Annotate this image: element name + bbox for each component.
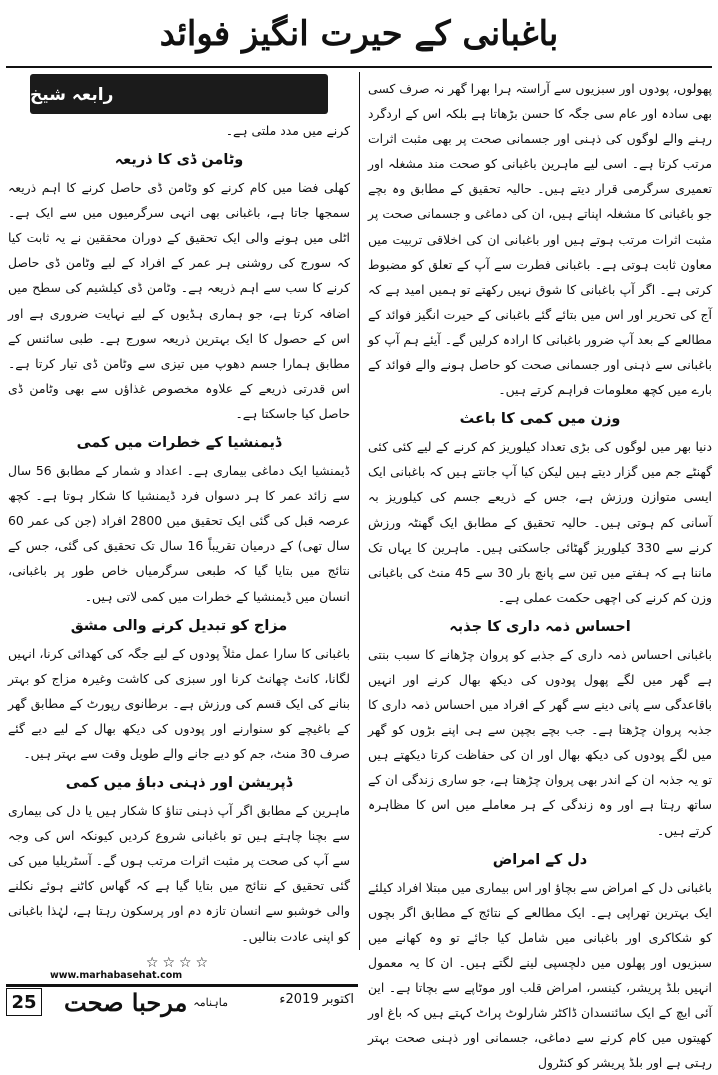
- paragraph-responsibility: باغبانی احساس ذمہ داری کے جذبے کو پروان چڑھانے کا سبب بنتی ہے گھر میں لگے پھول پودوں کی دیکھ بھال کرنے اور انہیں باقاعدگی سے پانی دینے سے گھر کے افراد میں احساس ذمہ داری کا جذبہ پروان چڑھتا ہے۔ جب بچے بچپن سے ہی اپنے بڑوں کو گھر میں لگے پودوں کی دیکھ بھال اور ان کی حفاظت کرتا دیکھتے ہیں تو یہ جذبہ ان کے اندر بھی پروان چڑھتا ہے، جو ساری زندگی ان کے ساتھ رہتا ہے اور وہ زندگی کے ہر معاملے میں اس کا مظاہرہ کرتے ہیں۔: [368, 646, 712, 838]
- column-divider: [359, 72, 360, 950]
- heading-vitamin-d: وٹامن ڈی کا ذریعہ: [114, 152, 244, 169]
- heading-depression: ڈپریشن اور ذہنی دباؤ میں کمی: [65, 775, 293, 792]
- monthly-label: ماہنامہ: [193, 995, 228, 1009]
- paragraph-heart-disease: باغبانی دل کے امراض سے بچاؤ اور اس بیماری میں مبتلا افراد کیلئے ایک بہترین تھراپی ہے۔ ایک مطالعے کے نتائج کے مطابق اگر بچوں کو شکاکری اور باغبانی میں شامل کیا جائے تو وہ کھانے میں سبزیوں اور پھلوں میں دلچسپی لینے لگتے ہیں۔ ان کا یہ معمول انہیں بلڈ پریشر، کینسر، امراض قلب اور موٹاپے سے بچاتا ہے۔ این آئی ایچ کے ایک سائنسدان ڈاکٹر شارلوٹ پراٹ کہتے ہیں کہ باغ اور کھیتوں میں کام کرنے سے دماغی، جسمانی اور ذہنی صحت بہتر رہتی ہے اور بلڈ پریشر کو کنٹرول: [368, 879, 712, 1071]
- intro-paragraph: پھولوں، پودوں اور سبزیوں سے آراستہ ہرا بھرا گھر نہ صرف کسی بھی سادہ اور عام سی جگہ کا حسن بڑھاتا ہے بلکہ اس کے اردگرد رہنے والے لوگوں کی ذہنی اور جسمانی صحت پر بھی مثبت اثرات مرتب کرتا ہے۔ اسی لیے ماہرین باغبانی کو صحت مند مشغلہ اور تعمیری سرگرمی قرار دیتے ہیں۔ حالیہ تحقیق کے مطابق وہ بچے جو باغبانی کا مشغلہ اپناتے ہیں، ان کی دماغی و جسمانی صحت پر مثبت اثرات مرتب ہوتے ہیں اور باغبانی ان کی اخلاقی تربیت میں معاون ثابت ہوتی ہے۔ باغبانی فطرت سے آپ کے تعلق کو مضبوط کرتی ہے۔ اگر آپ باغبانی کا شوق نہیں رکھتے تو ہمیں امید ہے کہ آج کی تحریر اور اس میں بتائے گئے باغبانی کے حیرت انگیز فوائد کے مطالعے کے بعد آپ ضرور باغبانی کا ارادہ کرلیں گے۔ آیئے ہم آپ کو باغبانی سے ذہنی اور جسمانی صحت کو حاصل ہونے والے فوائد کے بارے میں کچھ معلومات فراہم کرتے ہیں۔: [368, 81, 712, 398]
- heading-responsibility: احساس ذمہ داری کا جذبہ: [449, 618, 631, 635]
- heading-dementia: ڈیمنشیا کے خطرات میں کمی: [76, 435, 282, 452]
- end-stars: ☆☆☆☆: [145, 954, 213, 971]
- paragraph-depression: ماہرین کے مطابق اگر آپ ذہنی تناؤ کا شکار ہیں یا دل کی بیماری سے بچنا چاہتے ہیں تو باغبانی شروع کردیں کیونکہ اس کی وجہ سے آپ کی صحت پر مثبت اثرات مرتب ہوں گے۔ آسٹریلیا میں کی گئی تحقیق کے نتائج میں بتایا گیا ہے کہ گھاس کاٹنے ہوئے نکلنے والی خوشبو سے انسان تازہ دم اور پرسکون رہتا ہے، لہٰذا باغبانی کو اپنی عادت بنالیں۔: [8, 803, 350, 944]
- website-url[interactable]: www.marhabasehat.com: [50, 970, 183, 981]
- page-footer: [6, 948, 358, 1020]
- heading-mood: مزاج کو تبدیل کرنے والی مشق: [70, 617, 288, 634]
- heading-heart-disease: دل کے امراض: [492, 851, 588, 868]
- right-column: [368, 76, 712, 1071]
- lead-text: کرنے میں مدد ملتی ہے۔: [225, 123, 350, 138]
- magazine-name: مرحبا صحت: [64, 987, 188, 1017]
- author-banner: رابعہ شیخ: [30, 74, 328, 114]
- page-number: 25: [6, 988, 42, 1016]
- issue-date: اکتوبر 2019ء: [279, 992, 354, 1007]
- paragraph-dementia: ڈیمنشیا ایک دماغی بیماری ہے۔ اعداد و شمار کے مطابق 56 سال سے زائد عمر کا ہر دسواں فرد ڈیمنشیا کا شکار ہوتا ہے۔ کچھ عرصہ قبل کی گئی ایک تحقیق میں 2800 افراد (جن کی عمر 60 سال تھی) کے درمیان تقریباً 16 سال تک تحقیق کی گئی، جس کے نتائج میں بتایا گیا کہ طبعی سرگرمیاں خاص طور پر باغبانی، انسان میں ڈیمنشیا کے خطرات میں کمی لاتی ہیں۔: [8, 463, 351, 604]
- article-title: باغبانی کے حیرت انگیز فوائد: [159, 13, 559, 54]
- title-rule: [6, 66, 712, 68]
- paragraph-vitamin-d: کھلی فضا میں کام کرنے کو وٹامن ڈی حاصل کرنے کا اہم ذریعہ سمجھا جاتا ہے، باغبانی بھی انہی سرگرمیوں میں سے ایک ہے۔ اٹلی میں ہونے والی ایک تحقیق کے دوران محققین نے یہ ثابت کیا کہ سورج کی روشنی ہر عمر کے افراد کے لیے وٹامن ڈی حاصل کرنے کا سب سے اہم ذریعہ ہے۔ وٹامن ڈی کیلشیم کی سطح میں اضافہ کرتا ہے، جو ہماری ہڈیوں کے لیے نہایت ضروری ہے اور اس کے حصول کا ایک بہترین ذریعہ سورج ہے۔ طبی سائنس کے مطابق ہمارا جسم دھوپ میں تیزی سے وٹامن ڈی تیار کرتا ہے۔ اس قدرتی ذریعے کے علاوہ مخصوص غذاؤں سے بھی وٹامن ڈی حاصل کیا جاسکتا ہے۔: [8, 180, 350, 421]
- magazine-logo: [46, 986, 246, 1018]
- left-column: [8, 118, 351, 971]
- heading-weight-loss: وزن میں کمی کا باعث: [459, 411, 621, 428]
- paragraph-mood: باغبانی کا سارا عمل مثلاً پودوں کے لیے جگہ کی کھدائی کرنا، انہیں لگانا، کانٹ چھانٹ کرنا اور سبزی کی کاشت وغیرہ مزاج کو بہتر بنانے کی ایک قسم کی ورزش ہے۔ برطانوی رپورٹ کے مطابق گھر کے باغیچے کو سنوارنے اور پودوں کی دیکھ بھال کے لیے دیے گئے صرف 30 منٹ، جم کو دیے جانے والے طویل وقت سے بہتر ہیں۔: [8, 645, 350, 761]
- paragraph-weight-loss: دنیا بھر میں لوگوں کی بڑی تعداد کیلوریز کم کرنے کے لیے کئی کئی گھنٹے جم میں گزار دیتے ہیں لیکن کیا آپ جانتے ہیں کہ باغبانی ایک ایسی متوازن ورزش ہے، جس کے ذریعے جسم کی کیلوریز بہ آسانی کم ہوتی ہیں۔ حالیہ تحقیق کے مطابق ایک گھنٹہ ورزش کرنے سے 330 کیلوریز گھٹائی جاسکتی ہیں۔ ماہرین کا یہاں تک ماننا ہے کہ ہفتے میں تین سے پانچ بار 30 سے 45 منٹ کی باغبانی وزن کم کرنے کی اچھی حکمت عملی ہے۔: [368, 439, 712, 605]
